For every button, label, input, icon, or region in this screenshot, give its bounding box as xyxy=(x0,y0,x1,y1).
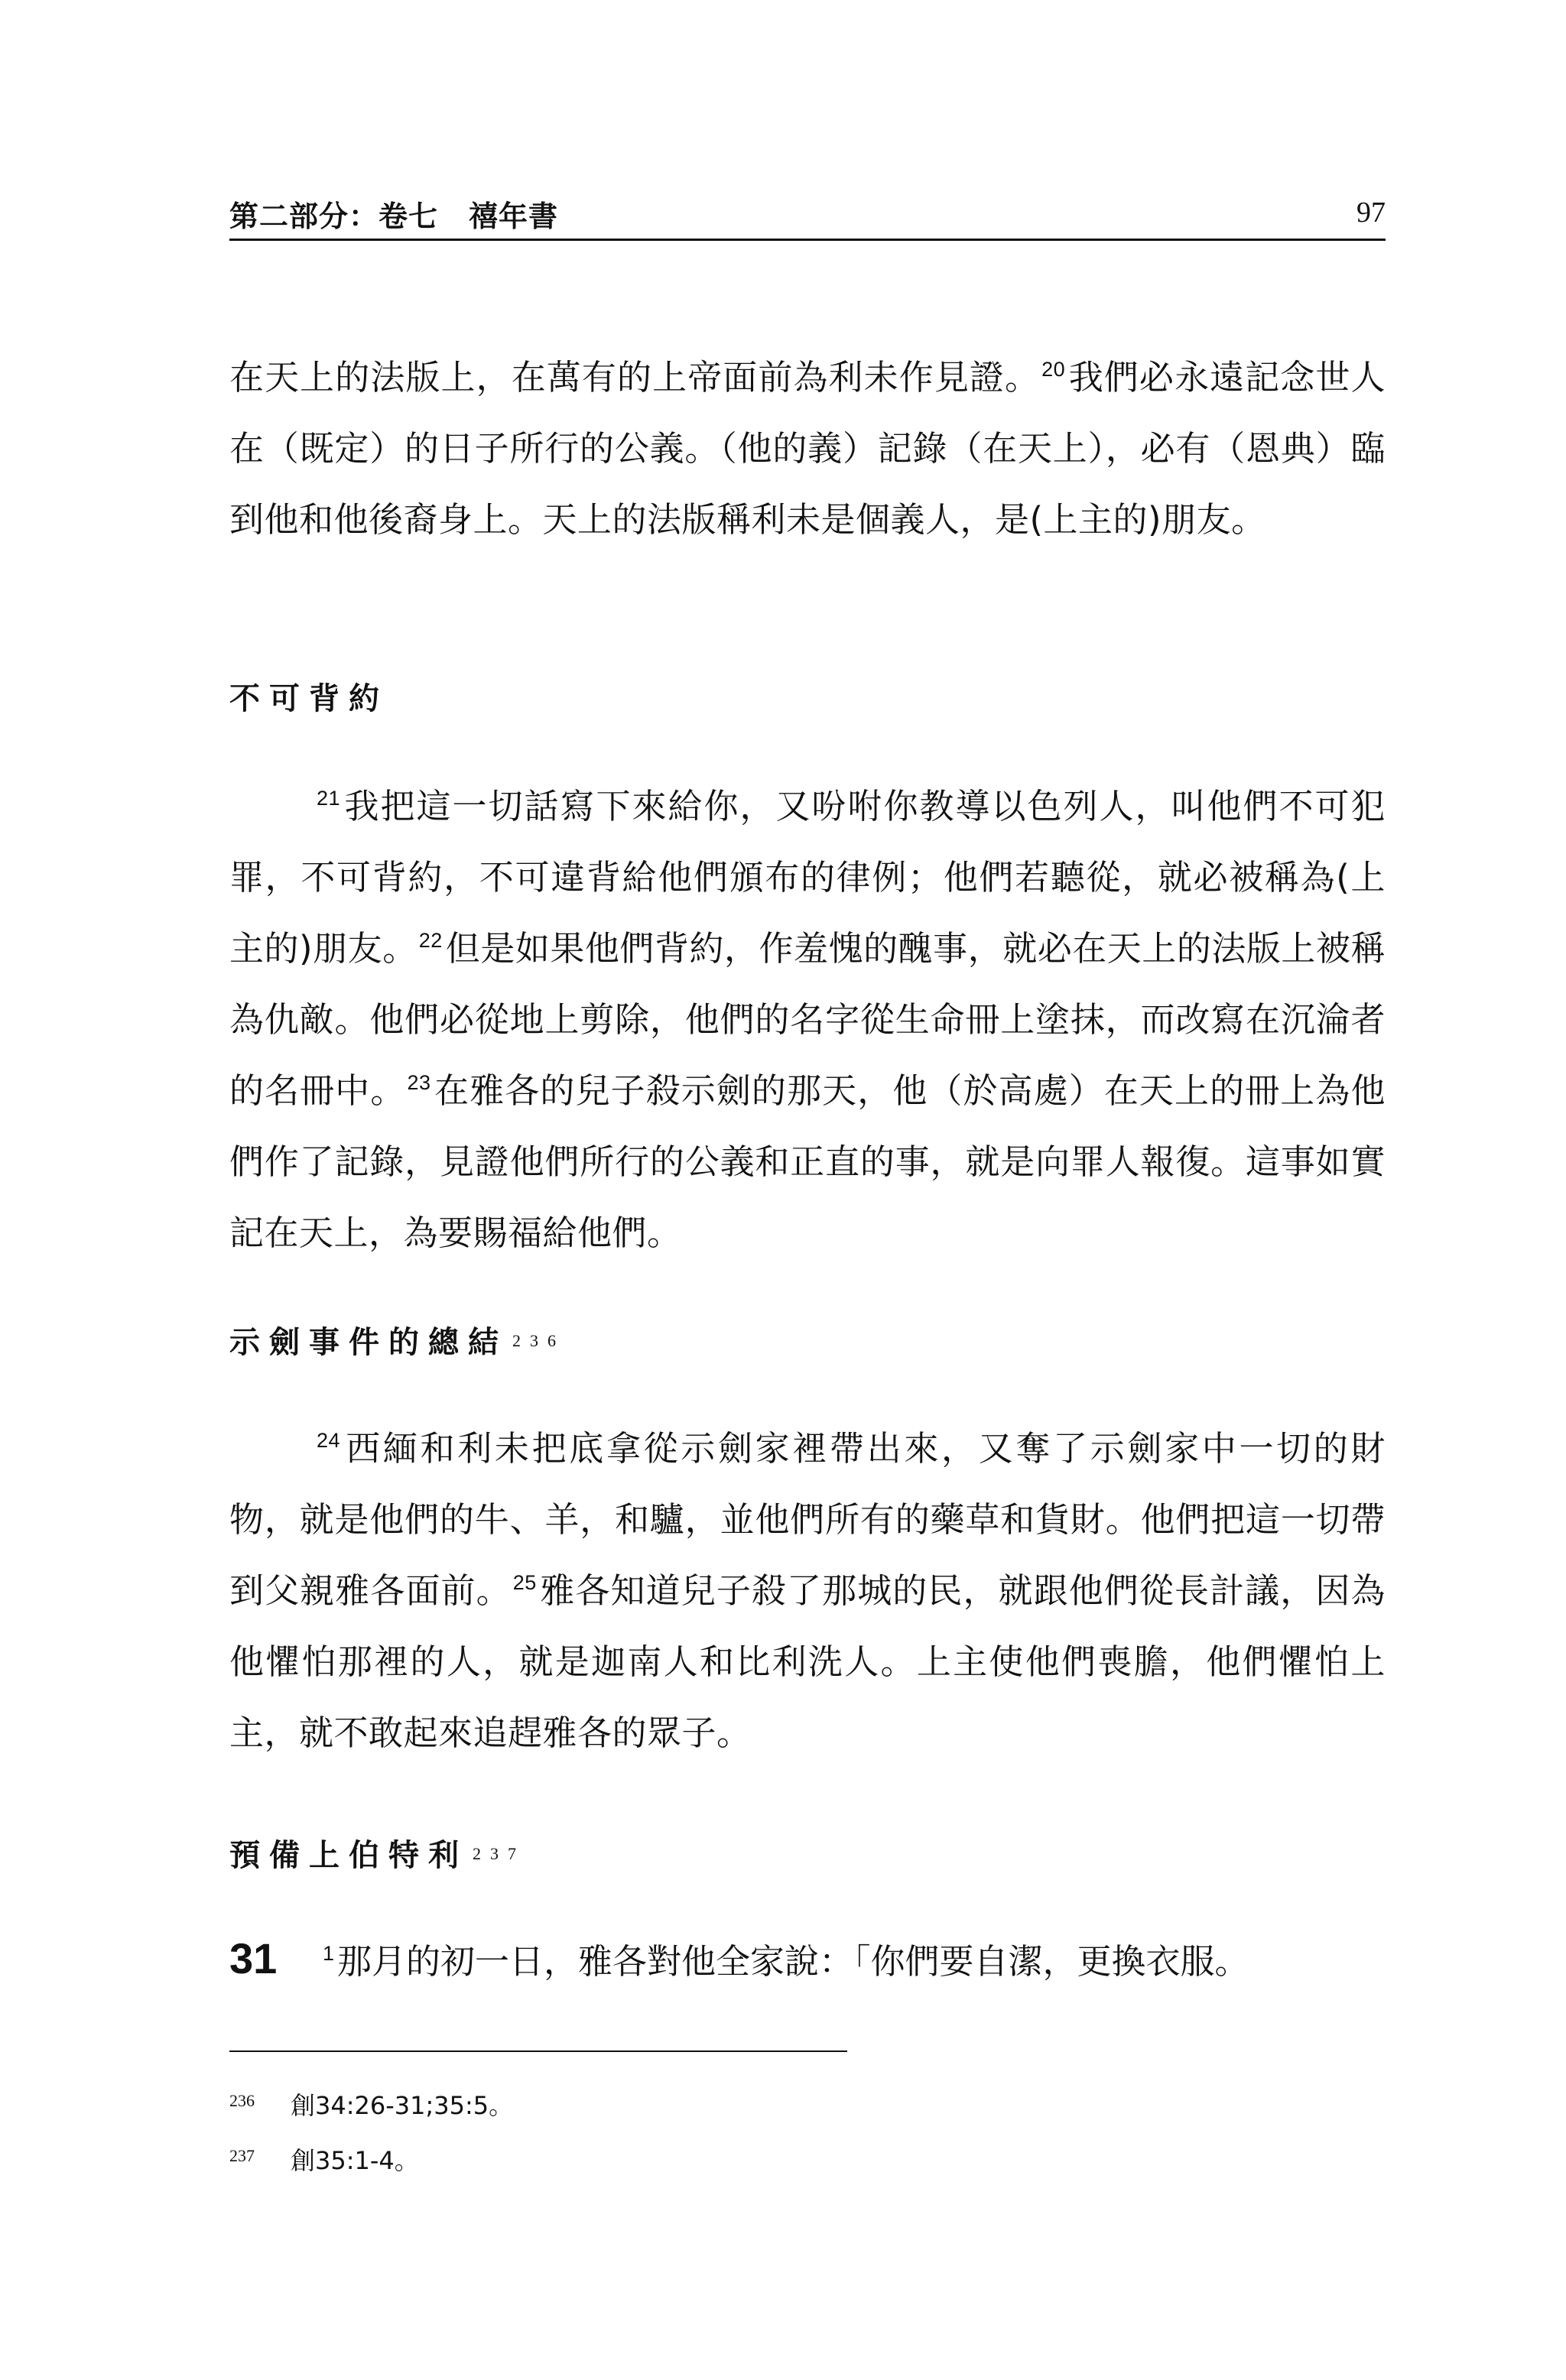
chapter-start-line xyxy=(229,1923,1386,1997)
heading-text: 示劍事件的總結 xyxy=(229,1325,508,1360)
paragraph-text: 那月的初一日，雅各對他全家說：「你們要自潔，更換衣服。 xyxy=(337,1941,1249,1982)
footnote-text: 創35:1-4。 xyxy=(291,2146,419,2175)
verse-number: 20 xyxy=(1041,358,1066,381)
section-heading-bethel xyxy=(229,1831,525,1875)
verse-number: 23 xyxy=(407,1071,431,1094)
header-rule xyxy=(229,239,1386,241)
paragraph-text: 西緬和利未把底拿從示劍家裡帶出來，又奪了示劍家中一切的財物，就是他們的牛、羊，和驢，並他們所有的藥草和貨財。他們把這一切帶到父親雅各面前。 xyxy=(229,1428,1386,1611)
paragraph-text: 在天上的法版上，在萬有的上帝面前為利未作見證。 xyxy=(229,357,1041,398)
heading-text: 預備上伯特利 xyxy=(229,1838,468,1873)
running-header xyxy=(229,193,1386,239)
paragraph-top xyxy=(229,342,1386,555)
footnote-ref: 236 xyxy=(512,1331,565,1350)
verse-number: 21 xyxy=(317,787,341,810)
footnote-ref: 237 xyxy=(473,1844,525,1863)
verse-number: 22 xyxy=(418,929,443,952)
paragraph-section2 xyxy=(229,1413,1386,1768)
paragraph-text: 我們必永遠記念世人在（既定）的日子所行的公義。（他的義）記錄（在天上），必有（恩典）臨到他和他後裔身上。天上的法版稱利未是個義人，是(上主的)朋友。 xyxy=(229,357,1386,540)
footnote-number: 237 xyxy=(229,2146,255,2165)
header-book: 禧年書 xyxy=(469,200,559,233)
header-title xyxy=(229,193,558,235)
header-part: 第二部分：卷七 xyxy=(229,200,439,233)
paragraph-text: 但是如果他們背約，作羞愧的醜事，就必在天上的法版上被稱為仇敵。他們必從地上剪除，他們的名字從生命冊上塗抹，而改寫在沉淪者的名冊中。 xyxy=(229,928,1386,1111)
footnote xyxy=(229,2086,513,2121)
footnote-text: 創34:26-31;35:5。 xyxy=(291,2091,514,2120)
section-heading-covenant: 不可背約 xyxy=(229,681,388,716)
section-heading-shechem-summary xyxy=(229,1318,565,1362)
paragraph-text: 在雅各的兒子殺示劍的那天，他（於高處）在天上的冊上為他們作了記錄，見證他們所行的公義和正直的事，就是向罪人報復。這事如實記在天上，為要賜福給他們。 xyxy=(229,1070,1386,1253)
footnote-number: 236 xyxy=(229,2091,255,2110)
paragraph-text: 雅各知道兒子殺了那城的民，就跟他們從長計議，因為他懼怕那裡的人，就是迦南人和比利洗人。上主使他們喪膽，他們懼怕上主，就不敢起來追趕雅各的眾子。 xyxy=(229,1570,1386,1753)
paragraph-text: 我把這一切話寫下來給你，又吩咐你教導以色列人，叫他們不可犯罪，不可背約，不可違背給他們頒布的律例；他們若聽從，就必被稱為(上主的)朋友。 xyxy=(229,786,1386,969)
verse-number: 25 xyxy=(512,1571,537,1594)
footnote-rule xyxy=(229,2050,847,2052)
footnote xyxy=(229,2141,419,2176)
paragraph-section1 xyxy=(229,771,1386,1268)
chapter-number: 31 xyxy=(229,1934,278,1982)
verse-number: 1 xyxy=(323,1942,335,1965)
page-number: 97 xyxy=(1356,196,1386,229)
verse-number: 24 xyxy=(317,1429,341,1452)
